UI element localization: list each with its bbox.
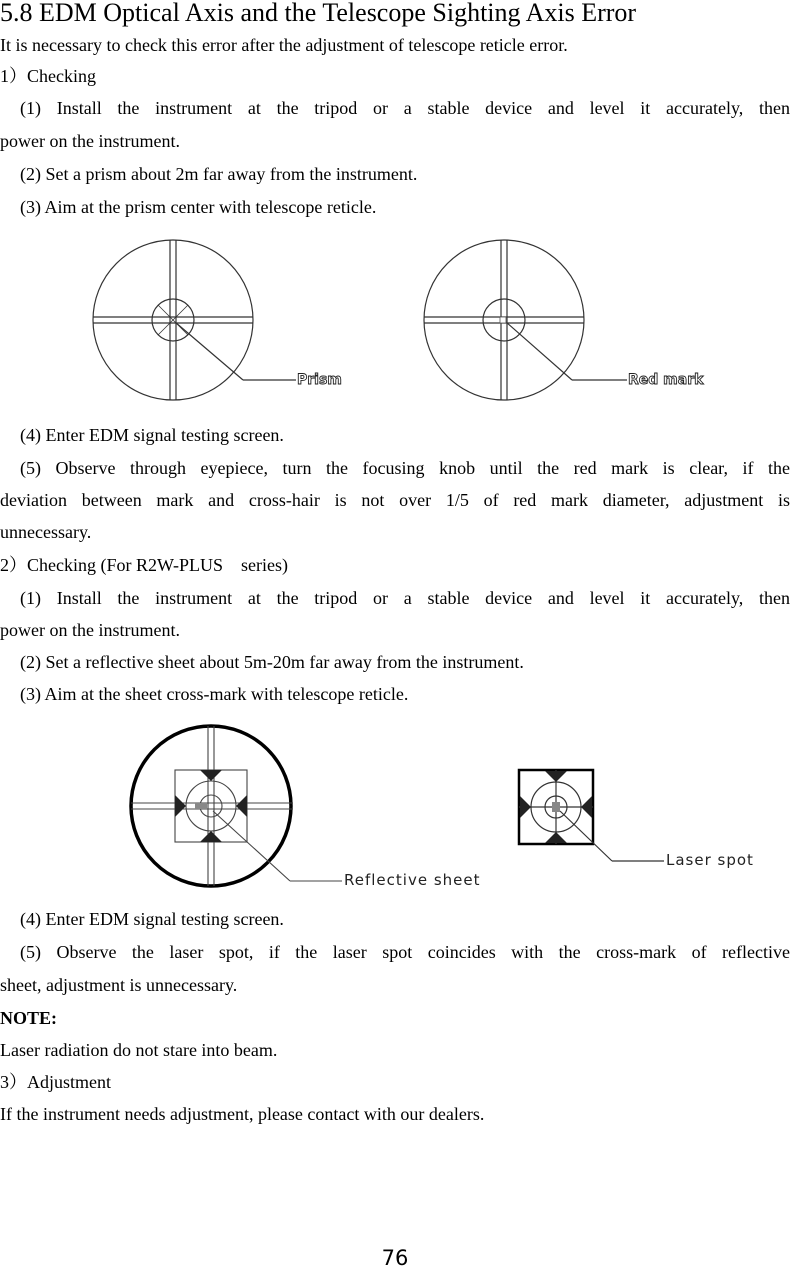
page-number: 76 [381,1246,409,1270]
section1-step2: (2) Set a prism about 2m far away from the instrument. [20,164,418,184]
laser-spot-mark [552,802,560,812]
reflective-sheet-figure [0,718,790,893]
laser-spot-label: Laser spot [666,851,754,869]
section1-step5-line1: (5) Observe through eyepiece, turn the focusing knob until the red mark is clear, if the [20,458,790,478]
note-text: Laser radiation do not stare into beam. [0,1040,278,1060]
section1-step5-line2: deviation between mark and cross-hair is not over 1/5 of red mark diameter, adjustment is [0,490,790,510]
section2-step3: (3) Aim at the sheet cross-mark with telescope reticle. [20,684,409,704]
section1-step1-line1: (1) Install the instrument at the tripod or a stable device and level it accurately, then [20,98,790,118]
prism-leader-line [175,322,243,380]
section1-heading: 1）Checking [0,66,96,86]
section2-step4: (4) Enter EDM signal testing screen. [20,909,284,929]
reflective-sheet-label: Reflective sheet [344,871,481,889]
section2-step5-line1: (5) Observe the laser spot, if the laser spot coincides with the cross-mark of reflective [20,942,790,962]
reticle-center-mark [195,803,207,809]
section1-step1-line2: power on the instrument. [0,131,180,151]
telescope-view-circle [131,726,291,886]
prism-reticle-figure [0,230,790,410]
intro-text: It is necessary to check this error after the adjustment of telescope reticle error. [0,35,568,55]
section1-step3: (3) Aim at the prism center with telescope reticle. [20,197,377,217]
page-title: 5.8 EDM Optical Axis and the Telescope Sighting Axis Error [0,0,637,27]
red-mark-dot [500,317,506,323]
section1-step5-line3: unnecessary. [0,522,92,542]
section2-step1-line1: (1) Install the instrument at the tripod or a stable device and level it accurately, then [20,588,790,608]
note-label: NOTE: [0,1008,58,1028]
red-mark-label: Red mark [628,372,704,388]
section1-step4: (4) Enter EDM signal testing screen. [20,425,284,445]
section2-step2: (2) Set a reflective sheet about 5m-20m far away from the instrument. [20,652,524,672]
section3-text: If the instrument needs adjustment, please contact with our dealers. [0,1104,485,1124]
section2-step5-line2: sheet, adjustment is unnecessary. [0,975,238,995]
red-mark-leader-line [506,322,572,380]
section2-step1-line2: power on the instrument. [0,620,180,640]
sheet-triangle-marks [175,770,247,842]
section3-heading: 3）Adjustment [0,1072,111,1092]
prism-label: Prism [297,372,342,388]
section2-heading: 2）Checking (For R2W-PLUS series) [0,555,288,575]
